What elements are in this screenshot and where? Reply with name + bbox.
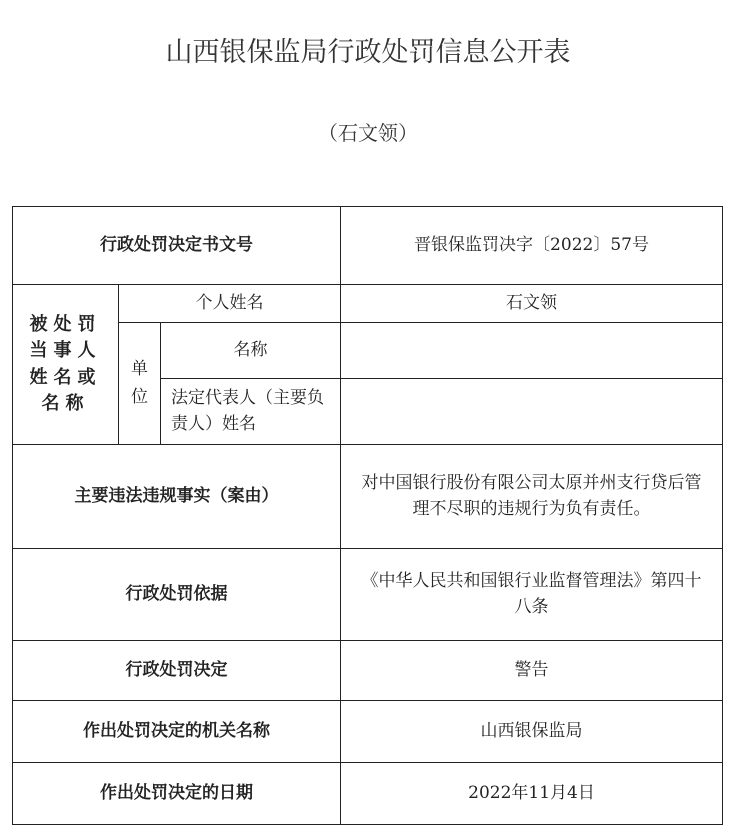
table-row [13, 285, 723, 323]
unit-name-value [341, 323, 723, 379]
basis-value: 《中华人民共和国银行业监督管理法》第四十八条 [341, 549, 723, 641]
party-label: 被处罚当事人姓名或名称 [13, 285, 119, 445]
decision-no-label: 行政处罚决定书文号 [13, 207, 341, 285]
personal-name-label: 个人姓名 [119, 285, 341, 323]
table-row [13, 207, 723, 285]
facts-label: 主要违法违规事实（案由） [13, 445, 341, 549]
unit-name-label: 名称 [161, 323, 341, 379]
table-row [13, 763, 723, 825]
document-title: 山西银保监局行政处罚信息公开表 [165, 37, 571, 68]
date-label: 作出处罚决定的日期 [13, 763, 341, 825]
facts-value: 对中国银行股份有限公司太原并州支行贷后管理不尽职的违规行为负有责任。 [341, 445, 723, 549]
table-row [13, 323, 723, 379]
unit-label [119, 323, 161, 445]
document-subtitle: （石文领） [318, 121, 418, 145]
penalty-info-table [12, 206, 723, 825]
table-row [13, 641, 723, 701]
legal-rep-value [341, 379, 723, 445]
authority-value: 山西银保监局 [341, 701, 723, 763]
table-row [13, 549, 723, 641]
decision-no-value: 晋银保监罚决字〔2022〕57号 [341, 207, 723, 285]
table-row [13, 445, 723, 549]
legal-rep-label: 法定代表人（主要负责人）姓名 [161, 379, 341, 445]
decision-label: 行政处罚决定 [13, 641, 341, 701]
basis-label: 行政处罚依据 [13, 549, 341, 641]
date-value: 2022年11月4日 [341, 763, 723, 825]
authority-label: 作出处罚决定的机关名称 [13, 701, 341, 763]
decision-value: 警告 [341, 641, 723, 701]
personal-name-value: 石文领 [341, 285, 723, 323]
unit-label-text: 单位 [131, 359, 148, 407]
table-row [13, 701, 723, 763]
